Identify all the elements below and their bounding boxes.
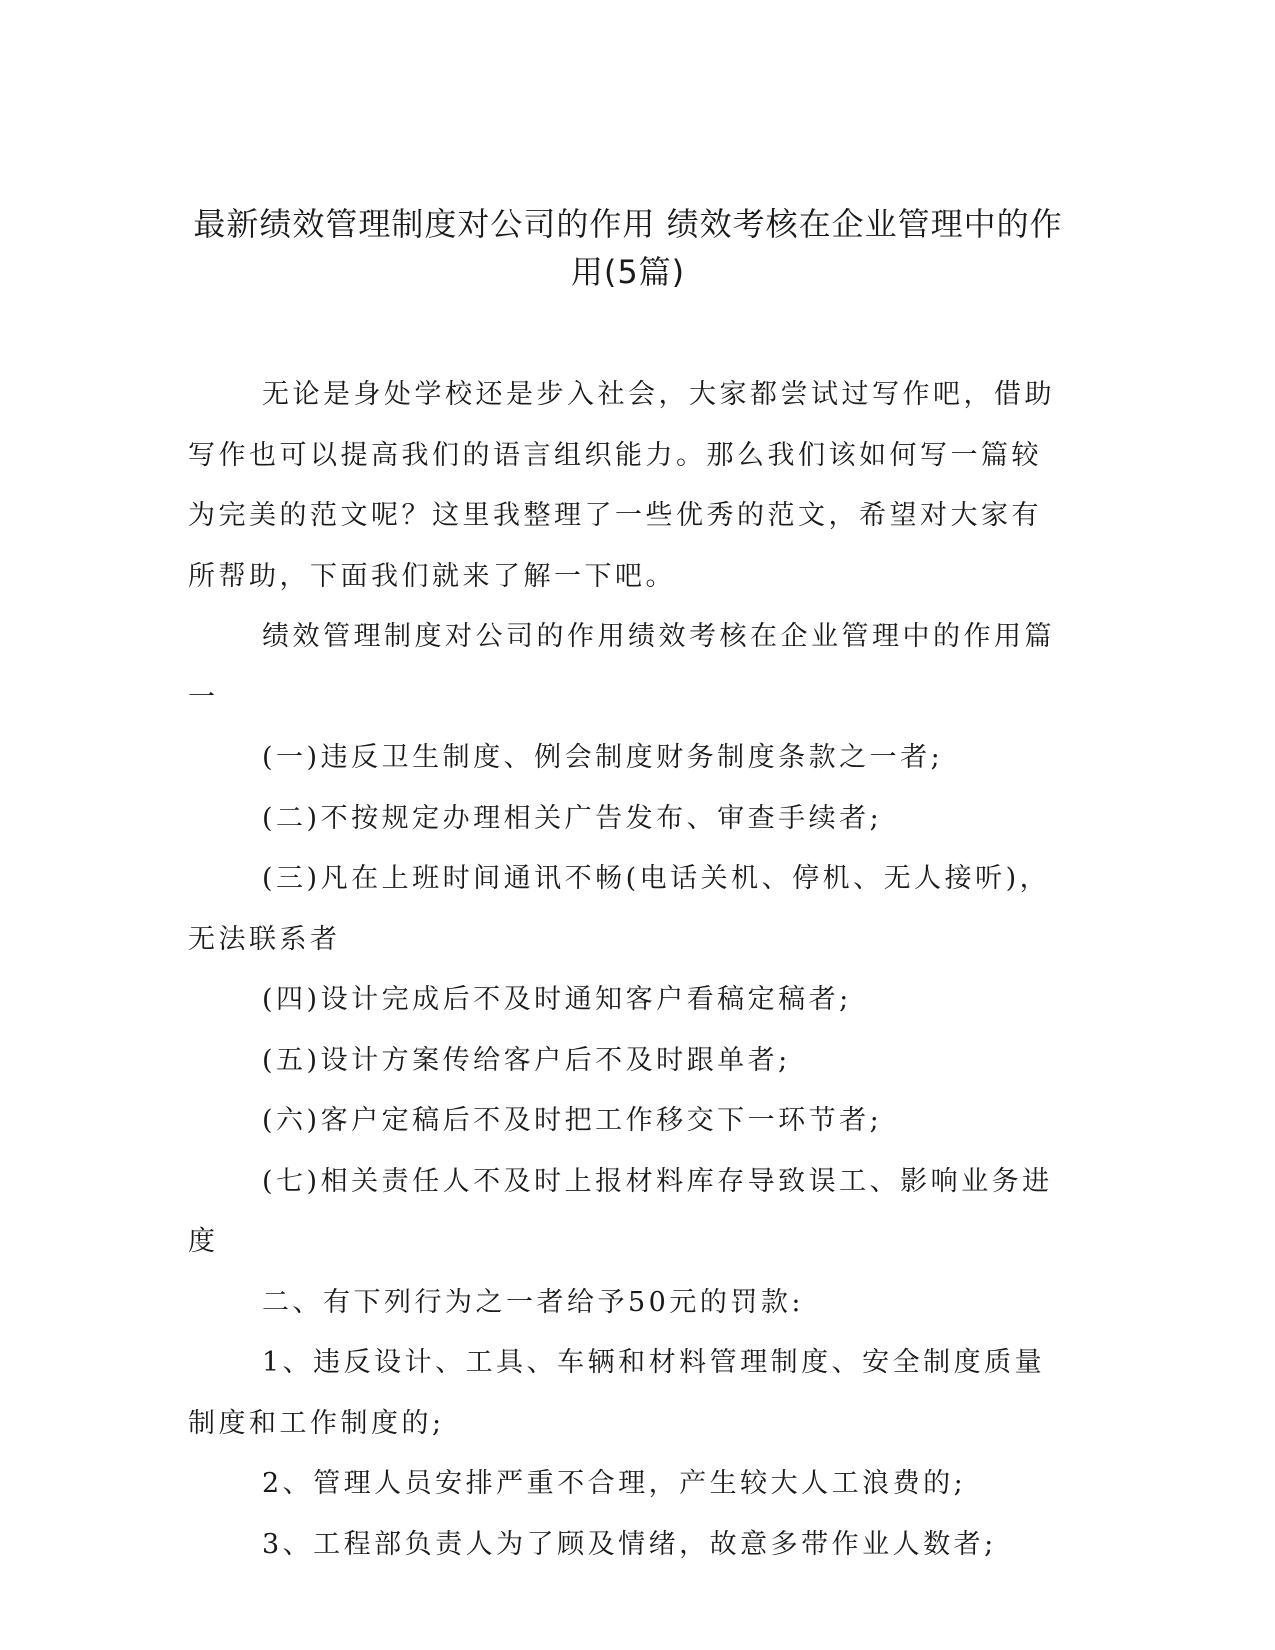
document-title: 最新绩效管理制度对公司的作用 绩效考核在企业管理中的作用(5篇) (193, 205, 1063, 291)
list-item: (二)不按规定办理相关广告发布、审查手续者; (262, 802, 883, 834)
list-item: (六)客户定稿后不及时把工作移交下一环节者; (262, 1105, 883, 1136)
list-item: (一)违反卫生制度、例会制度财务制度条款之一者; (262, 742, 944, 773)
list-item: 3、工程部负责人为了顾及情绪，故意多带作业人数者; (262, 1528, 997, 1560)
list-item: (三)凡在上班时间通讯不畅(电话关机、停机、无人接听)，无法联系者 (188, 863, 1051, 955)
intro-paragraph: 无论是身处学校还是步入社会，大家都尝试过写作吧，借助写作也可以提高我们的语言组织能力。那么我们该如何写一篇较为完美的范文呢？这里我整理了一些优秀的范文，希望对大家有所帮助，下面我们就来了解一下吧。 (188, 379, 1055, 592)
subsection-heading: 二、有下列行为之一者给予50元的罚款: (262, 1286, 804, 1318)
section-heading: 绩效管理制度对公司的作用绩效考核在企业管理中的作用篇一 (188, 621, 1055, 713)
list-item: (五)设计方案传给客户后不及时跟单者; (262, 1044, 791, 1076)
list-item: 1、违反设计、工具、车辆和材料管理制度、安全制度质量制度和工作制度的; (188, 1347, 1046, 1439)
list-item: (七)相关责任人不及时上报材料库存导致误工、影响业务进度 (188, 1165, 1053, 1257)
document-body (188, 365, 1068, 1575)
list-item: 2、管理人员安排严重不合理，产生较大人工浪费的; (262, 1468, 967, 1499)
list-item: (四)设计完成后不及时通知客户看稿定稿者; (262, 984, 852, 1015)
